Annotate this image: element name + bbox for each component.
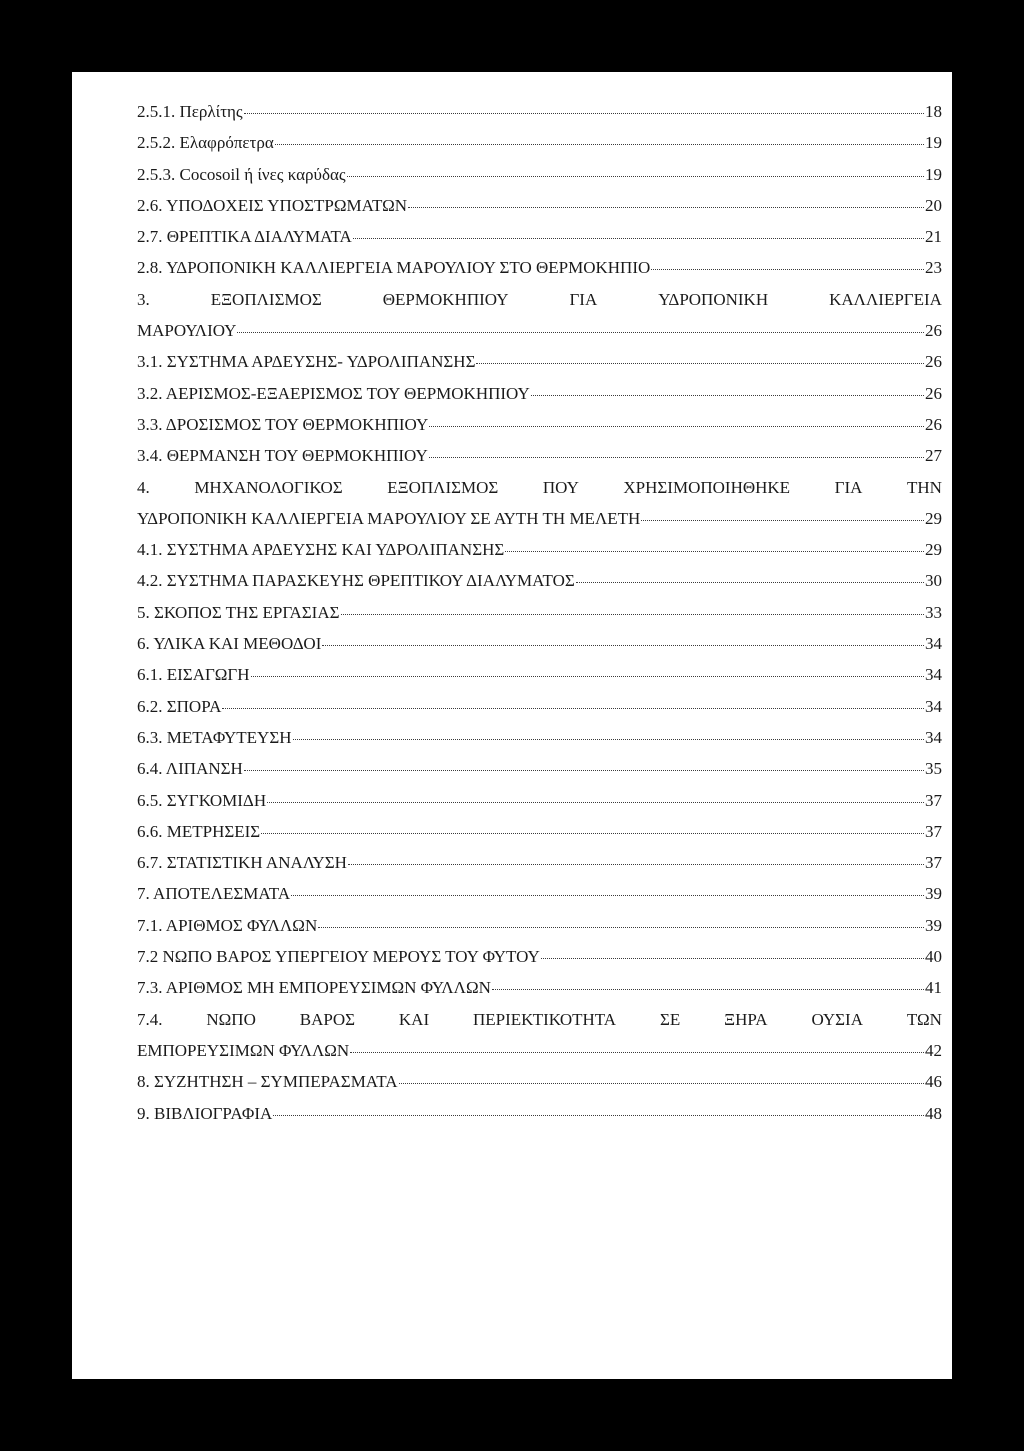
toc-entry-word: ΤΩΝ bbox=[906, 1009, 942, 1029]
dot-leader bbox=[251, 676, 924, 677]
dot-leader bbox=[505, 551, 924, 552]
toc-entry-word: ΚΑΛΛΙΕΡΓΕΙΑ bbox=[829, 289, 942, 309]
toc-entry-page-number: 39 bbox=[925, 915, 942, 935]
toc-entry-word: ΝΩΠΟ bbox=[206, 1009, 256, 1029]
toc-entry-title: 8. ΣΥΖΗΤΗΣΗ – ΣΥΜΠΕΡΑΣΜΑΤΑ bbox=[137, 1072, 398, 1092]
toc-entry-word: ΟΥΣΙΑ bbox=[811, 1009, 863, 1029]
toc-entry-first-line bbox=[137, 290, 942, 321]
toc-entry-page-number: 40 bbox=[925, 947, 942, 967]
toc-entry-page-number: 27 bbox=[925, 446, 942, 466]
toc-entry bbox=[137, 978, 942, 1009]
toc-entry-title: ΕΜΠΟΡΕΥΣΙΜΩΝ ΦΥΛΛΩΝ bbox=[137, 1040, 350, 1060]
toc-entry-page-number: 42 bbox=[925, 1040, 942, 1060]
toc-entry-page-number: 29 bbox=[925, 508, 942, 528]
toc-entry bbox=[137, 916, 942, 947]
dot-leader bbox=[273, 1115, 924, 1116]
dot-leader bbox=[576, 582, 924, 583]
toc-entry-page-number: 20 bbox=[925, 195, 942, 215]
toc-entry-word: ΠΟΥ bbox=[542, 477, 579, 497]
toc-entry bbox=[137, 728, 942, 759]
toc-entry-title: 3.2. ΑΕΡΙΣΜΟΣ-ΕΞΑΕΡΙΣΜΟΣ ΤΟΥ ΘΕΡΜΟΚΗΠΙΟΥ bbox=[137, 383, 530, 403]
toc-entry-title: 2.8. ΥΔΡΟΠΟΝΙΚΗ ΚΑΛΛΙΕΡΓΕΙΑ ΜΑΡΟΥΛΙΟΥ ΣΤΟ ΘΕΡΜΟΚΗΠΙΟ bbox=[137, 258, 651, 278]
toc-entry-title: 2.7. ΘΡΕΠΤΙΚΑ ΔΙΑΛΥΜΑΤΑ bbox=[137, 227, 352, 247]
document-page bbox=[72, 72, 952, 1379]
toc-entry bbox=[137, 321, 942, 352]
toc-entry-title: 6.1. ΕΙΣΑΓΩΓΗ bbox=[137, 665, 250, 685]
toc-entry-word: 7.4. bbox=[137, 1009, 163, 1029]
toc-entry bbox=[137, 384, 942, 415]
toc-entry bbox=[137, 759, 942, 790]
toc-entry-page-number: 26 bbox=[925, 321, 942, 341]
dot-leader bbox=[222, 708, 924, 709]
toc-entry-title: 6.4. ΛΙΠΑΝΣΗ bbox=[137, 759, 243, 779]
toc-entry-page-number: 30 bbox=[925, 571, 942, 591]
toc-entry-word: ΒΑΡΟΣ bbox=[299, 1009, 355, 1029]
dot-leader bbox=[429, 457, 924, 458]
toc-entry-page-number: 34 bbox=[925, 665, 942, 685]
toc-entry-first-line bbox=[137, 478, 942, 509]
toc-entry-word: ΘΕΡΜΟΚΗΠΙΟΥ bbox=[382, 289, 509, 309]
toc-entry-page-number: 35 bbox=[925, 759, 942, 779]
toc-entry-first-line bbox=[137, 1010, 942, 1041]
dot-leader bbox=[244, 113, 924, 114]
dot-leader bbox=[244, 770, 924, 771]
toc-entry-page-number: 41 bbox=[925, 978, 942, 998]
dot-leader bbox=[350, 1052, 924, 1053]
dot-leader bbox=[641, 520, 924, 521]
toc-entry bbox=[137, 509, 942, 540]
dot-leader bbox=[492, 989, 924, 990]
toc-entry-page-number: 34 bbox=[925, 727, 942, 747]
toc-entry-page-number: 34 bbox=[925, 696, 942, 716]
toc-entry-page-number: 19 bbox=[925, 164, 942, 184]
toc-entry-title: 2.6. ΥΠΟΔΟΧΕΙΣ ΥΠΟΣΤΡΩΜΑΤΩΝ bbox=[137, 195, 407, 215]
toc-entry-page-number: 26 bbox=[925, 383, 942, 403]
toc-entry-word: ΓΙΑ bbox=[569, 289, 598, 309]
toc-entry-title: 6.2. ΣΠΟΡΑ bbox=[137, 696, 222, 716]
toc-entry-title: ΥΔΡΟΠΟΝΙΚΗ ΚΑΛΛΙΕΡΓΕΙΑ ΜΑΡΟΥΛΙΟΥ ΣΕ ΑΥΤΗ ΤΗ ΜΕΛΕΤΗ bbox=[137, 508, 641, 528]
toc-entry bbox=[137, 947, 942, 978]
toc-entry bbox=[137, 446, 942, 477]
toc-entry bbox=[137, 884, 942, 915]
toc-entry bbox=[137, 1072, 942, 1103]
toc-entry bbox=[137, 853, 942, 884]
toc-entry-word: ΚΑΙ bbox=[398, 1009, 430, 1029]
toc-entry-title: 4.1. ΣΥΣΤΗΜΑ ΑΡΔΕΥΣΗΣ ΚΑΙ ΥΔΡΟΛΙΠΑΝΣΗΣ bbox=[137, 540, 505, 560]
toc-entry-title: 2.5.1. Περλίτης bbox=[137, 102, 243, 121]
toc-entry bbox=[137, 634, 942, 665]
toc-entry-page-number: 26 bbox=[925, 352, 942, 372]
dot-leader bbox=[476, 363, 924, 364]
dot-leader bbox=[353, 238, 924, 239]
dot-leader bbox=[291, 895, 924, 896]
dot-leader bbox=[408, 207, 924, 208]
toc-entry-word: ΧΡΗΣΙΜΟΠΟΙΗΘΗΚΕ bbox=[623, 477, 791, 497]
toc-entry-title: 5. ΣΚΟΠΟΣ ΤΗΣ ΕΡΓΑΣΙΑΣ bbox=[137, 602, 340, 622]
toc-entry-page-number: 18 bbox=[925, 102, 942, 121]
toc-entry-page-number: 23 bbox=[925, 258, 942, 278]
toc-entry-word: 4. bbox=[137, 477, 150, 497]
dot-leader bbox=[341, 614, 924, 615]
toc-entry-word: ΕΞΟΠΛΙΣΜΟΣ bbox=[387, 477, 499, 497]
toc-entry-title: 6.6. ΜΕΤΡΗΣΕΙΣ bbox=[137, 821, 261, 841]
toc-entry bbox=[137, 1041, 942, 1072]
toc-entry-title: ΜΑΡΟΥΛΙΟΥ bbox=[137, 321, 237, 341]
toc-entry-title: 3.4. ΘΕΡΜΑΝΣΗ ΤΟΥ ΘΕΡΜΟΚΗΠΙΟΥ bbox=[137, 446, 428, 466]
toc-entry-page-number: 33 bbox=[925, 602, 942, 622]
table-of-contents bbox=[137, 102, 942, 1135]
toc-entry bbox=[137, 540, 942, 571]
toc-entry bbox=[137, 102, 942, 133]
toc-entry bbox=[137, 571, 942, 602]
toc-entry-page-number: 46 bbox=[925, 1072, 942, 1092]
toc-entry-title: 6. ΥΛΙΚΑ ΚΑΙ ΜΕΘΟΔΟΙ bbox=[137, 634, 322, 654]
dot-leader bbox=[348, 864, 924, 865]
dot-leader bbox=[267, 802, 924, 803]
toc-entry-title: 2.5.3. Cocosoil ή ίνες καρύδας bbox=[137, 164, 346, 184]
toc-entry-page-number: 37 bbox=[925, 853, 942, 873]
toc-entry bbox=[137, 165, 942, 196]
toc-entry-title: 7. ΑΠΟΤΕΛΕΣΜΑΤΑ bbox=[137, 884, 291, 904]
toc-entry-page-number: 39 bbox=[925, 884, 942, 904]
toc-entry-title: 2.5.2. Ελαφρόπετρα bbox=[137, 133, 274, 153]
toc-entry-title: 7.1. ΑΡΙΘΜΟΣ ΦΥΛΛΩΝ bbox=[137, 915, 318, 935]
toc-entry-word: ΓΙΑ bbox=[834, 477, 863, 497]
toc-entry bbox=[137, 697, 942, 728]
toc-entry-page-number: 21 bbox=[925, 227, 942, 247]
toc-entry-title: 7.3. ΑΡΙΘΜΟΣ ΜΗ ΕΜΠΟΡΕΥΣΙΜΩΝ ΦΥΛΛΩΝ bbox=[137, 978, 491, 998]
dot-leader bbox=[261, 833, 924, 834]
toc-entry-title: 9. ΒΙΒΛΙΟΓΡΑΦΙΑ bbox=[137, 1103, 273, 1123]
toc-entry-word: ΠΕΡΙΕΚΤΙΚΟΤΗΤΑ bbox=[473, 1009, 617, 1029]
toc-entry-title: 7.2 ΝΩΠΟ ΒΑΡΟΣ ΥΠΕΡΓΕΙΟΥ ΜΕΡΟΥΣ ΤΟΥ ΦΥΤΟΥ bbox=[137, 947, 540, 967]
toc-entry-title: 6.5. ΣΥΓΚΟΜΙΔΗ bbox=[137, 790, 267, 810]
toc-entry bbox=[137, 1104, 942, 1135]
toc-entry-page-number: 34 bbox=[925, 634, 942, 654]
dot-leader bbox=[429, 426, 924, 427]
toc-entry bbox=[137, 196, 942, 227]
toc-entry-word: ΣΕ bbox=[659, 1009, 681, 1029]
toc-entry bbox=[137, 822, 942, 853]
toc-entry bbox=[137, 665, 942, 696]
toc-entry-word: ΞΗΡΑ bbox=[724, 1009, 768, 1029]
toc-entry-title: 6.7. ΣΤΑΤΙΣΤΙΚΗ ΑΝΑΛΥΣΗ bbox=[137, 853, 347, 873]
toc-entry bbox=[137, 227, 942, 258]
dot-leader bbox=[293, 739, 925, 740]
dot-leader bbox=[399, 1083, 924, 1084]
toc-entry-title: 3.3. ΔΡΟΣΙΣΜΟΣ ΤΟΥ ΘΕΡΜΟΚΗΠΙΟΥ bbox=[137, 414, 429, 434]
toc-entry bbox=[137, 791, 942, 822]
toc-entry-page-number: 48 bbox=[925, 1103, 942, 1123]
toc-entry-word: ΤΗΝ bbox=[906, 477, 942, 497]
toc-entry-title: 3.1. ΣΥΣΤΗΜΑ ΑΡΔΕΥΣΗΣ- ΥΔΡΟΛΙΠΑΝΣΗΣ bbox=[137, 352, 476, 372]
toc-entry bbox=[137, 415, 942, 446]
toc-entry-page-number: 19 bbox=[925, 133, 942, 153]
dot-leader bbox=[651, 269, 924, 270]
dot-leader bbox=[531, 395, 924, 396]
toc-entry-word: 3. bbox=[137, 289, 150, 309]
dot-leader bbox=[318, 927, 924, 928]
toc-entry bbox=[137, 352, 942, 383]
toc-entry-page-number: 26 bbox=[925, 414, 942, 434]
toc-entry-page-number: 37 bbox=[925, 790, 942, 810]
dot-leader bbox=[275, 144, 924, 145]
toc-entry-page-number: 37 bbox=[925, 821, 942, 841]
toc-entry-word: ΥΔΡΟΠΟΝΙΚΗ bbox=[658, 289, 769, 309]
toc-entry bbox=[137, 133, 942, 164]
toc-entry-word: ΜΗΧΑΝΟΛΟΓΙΚΟΣ bbox=[194, 477, 343, 497]
dot-leader bbox=[347, 176, 924, 177]
toc-entry-page-number: 29 bbox=[925, 540, 942, 560]
toc-entry-title: 6.3. ΜΕΤΑΦΥΤΕΥΣΗ bbox=[137, 727, 292, 747]
dot-leader bbox=[322, 645, 924, 646]
toc-entry-word: ΕΞΟΠΛΙΣΜΟΣ bbox=[210, 289, 322, 309]
toc-entry-title: 4.2. ΣΥΣΤΗΜΑ ΠΑΡΑΣΚΕΥΗΣ ΘΡΕΠΤΙΚΟΥ ΔΙΑΛΥΜΑΤΟΣ bbox=[137, 571, 575, 591]
toc-entry bbox=[137, 603, 942, 634]
dot-leader bbox=[541, 958, 924, 959]
dot-leader bbox=[237, 332, 924, 333]
toc-entry bbox=[137, 258, 942, 289]
